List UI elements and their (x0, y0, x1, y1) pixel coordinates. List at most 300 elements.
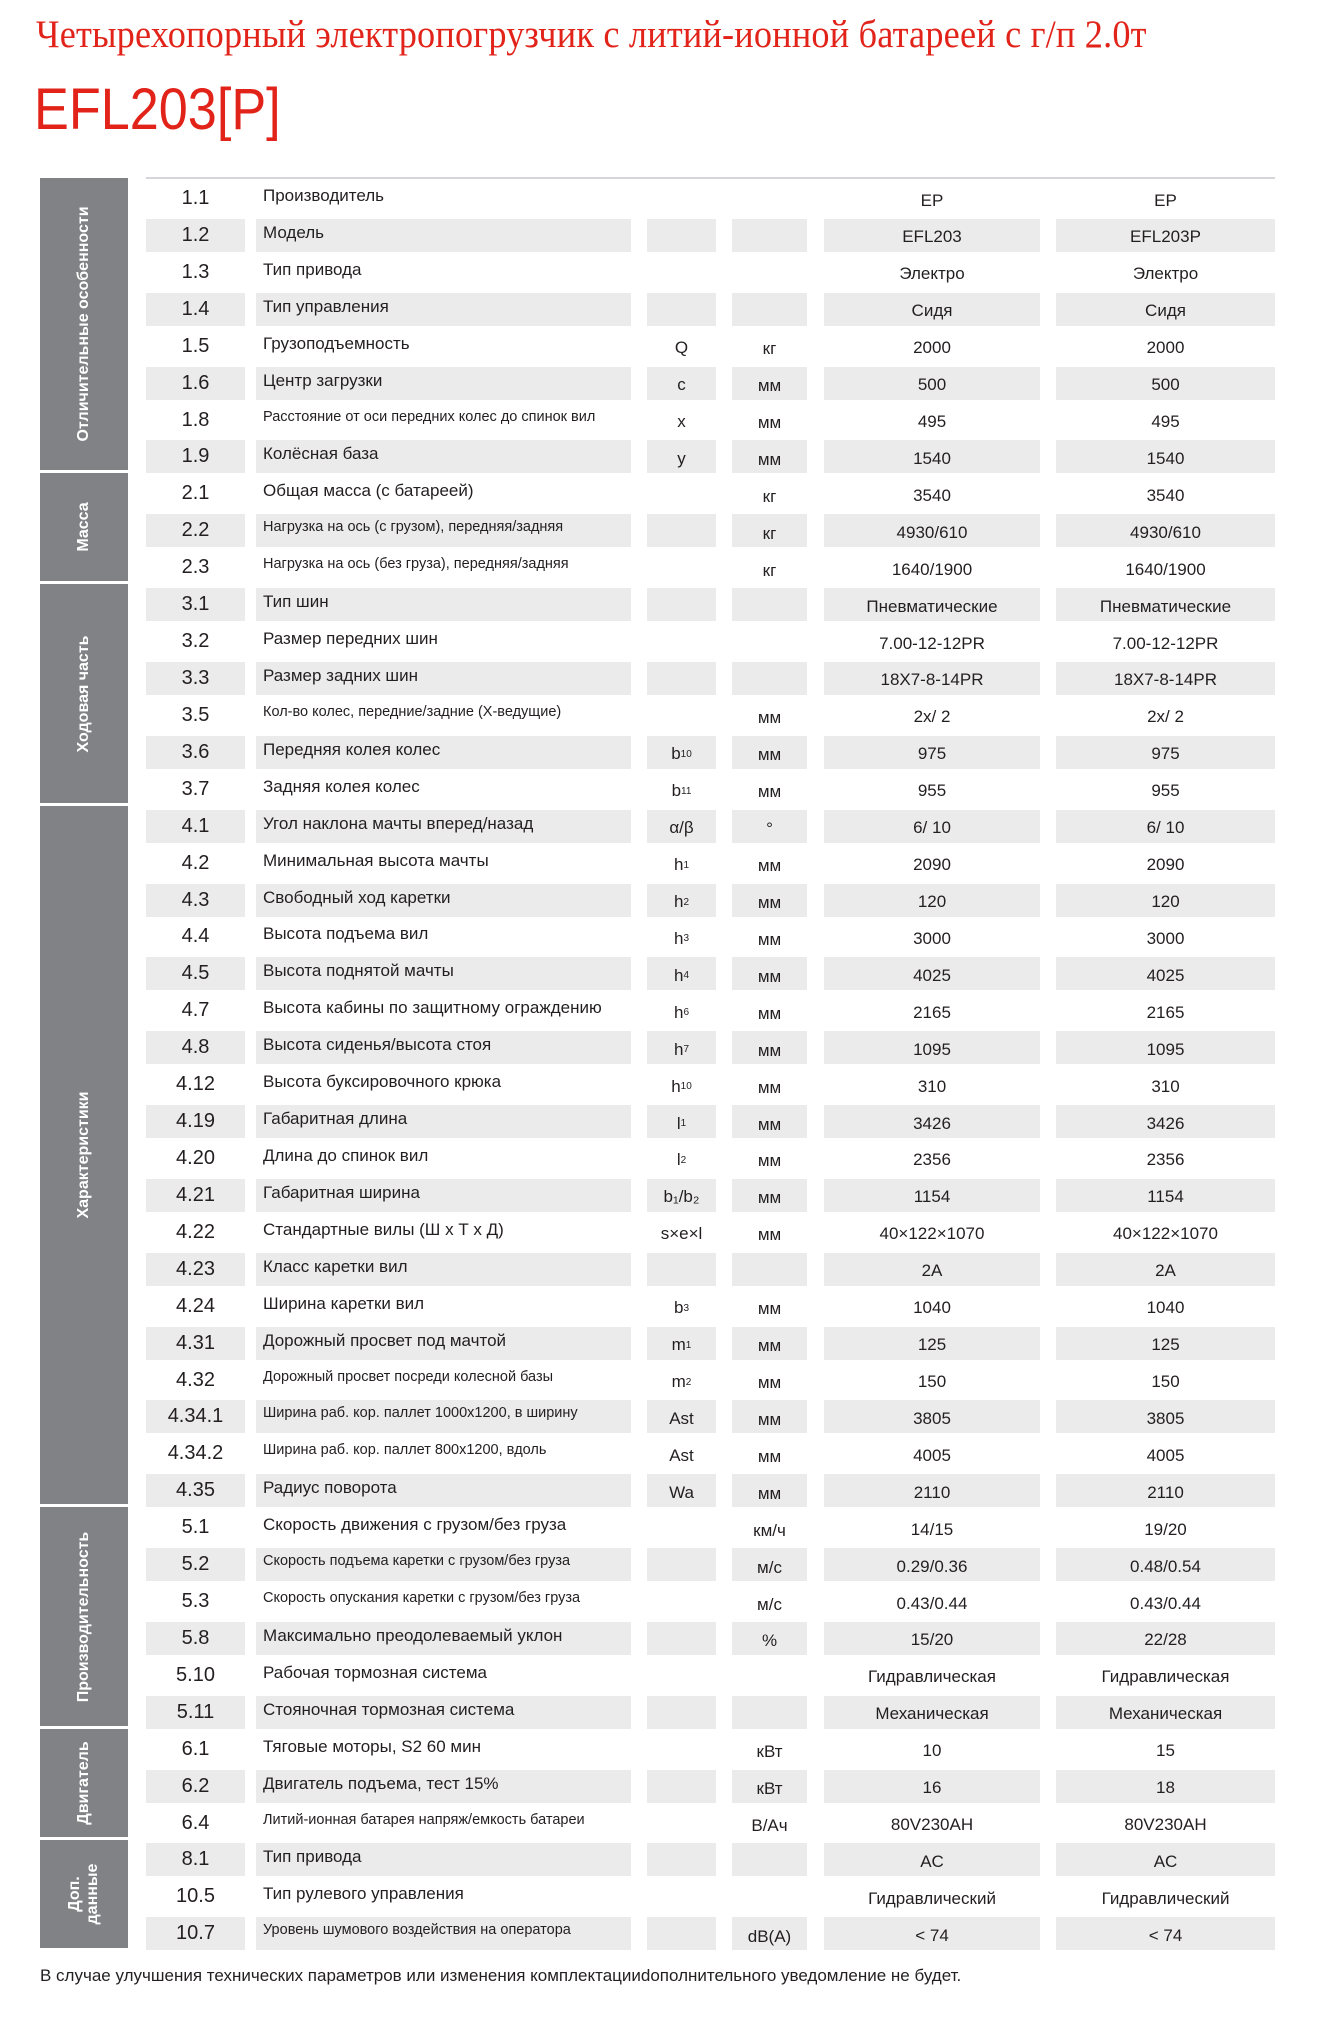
row-description-text: Тип управления (263, 296, 389, 316)
row-description-text: Рабочая тормозная система (263, 1662, 487, 1682)
row-number-text: 4.24 (176, 1294, 215, 1317)
value-efl203p (1056, 588, 1275, 621)
value-efl203 (824, 1216, 1040, 1249)
row-description (256, 219, 631, 252)
row-number (146, 440, 245, 473)
row-number-text: 4.34.2 (167, 1442, 224, 1465)
value-efl203-text: 7.00-12-12PR (879, 633, 985, 653)
value-efl203p (1056, 1327, 1275, 1360)
value-efl203-text: 14/15 (910, 1519, 954, 1539)
row-symbol-text: b (673, 1298, 684, 1318)
value-efl203-text: 975 (917, 744, 947, 764)
value-efl203 (824, 847, 1040, 880)
value-efl203-text: 4005 (913, 1445, 951, 1465)
row-unit (732, 1290, 807, 1323)
row-description-text: Стандартные вилы (Ш x Т x Д) (263, 1219, 504, 1239)
table-row (0, 1546, 1333, 1583)
row-number-text: 3.3 (181, 666, 210, 689)
value-efl203-text: 18X7-8-14PR (880, 670, 984, 690)
row-unit (732, 1622, 807, 1655)
value-efl203-text: 4025 (913, 965, 951, 985)
row-number-text: 4.34.1 (167, 1405, 224, 1428)
row-symbol (647, 1216, 716, 1249)
row-number-text: 3.2 (181, 630, 210, 653)
table-row (0, 512, 1333, 549)
row-symbol (647, 219, 716, 252)
row-number (146, 182, 245, 215)
row-unit-text: мм (757, 1409, 782, 1429)
row-symbol-subscript: 10 (680, 748, 692, 760)
row-symbol-text: h (673, 855, 684, 875)
row-number (146, 256, 245, 289)
row-description-text: Габаритная длина (263, 1109, 408, 1129)
value-efl203 (824, 1622, 1040, 1655)
value-efl203p (1056, 625, 1275, 658)
value-efl203p-text: 1154 (1147, 1187, 1184, 1207)
row-unit-text: кВт (756, 1779, 783, 1799)
value-efl203p-text: 2A (1155, 1261, 1176, 1281)
value-efl203-text: 0.29/0.36 (896, 1556, 968, 1576)
row-description-text: Расстояние от оси передних колес до спинок вил (263, 408, 596, 425)
value-efl203p (1056, 1880, 1275, 1913)
value-efl203 (824, 625, 1040, 658)
value-efl203p (1056, 330, 1275, 363)
row-symbol-text: m (671, 1335, 686, 1355)
value-efl203p-text: 19/20 (1144, 1519, 1187, 1539)
row-symbol-subscript: 2 (685, 1376, 692, 1388)
row-unit (732, 1548, 807, 1581)
table-top-divider (146, 177, 1275, 179)
row-unit-text: мм (757, 449, 782, 469)
row-description-text: Максимально преодолеваемый уклон (263, 1625, 563, 1645)
value-efl203p (1056, 1770, 1275, 1803)
value-efl203-text: 2165 (913, 1002, 951, 1022)
value-efl203 (824, 699, 1040, 732)
row-number-text: 1.6 (181, 371, 210, 394)
row-description (256, 884, 631, 917)
value-efl203-text: 2090 (913, 855, 951, 875)
row-description (256, 1437, 631, 1470)
value-efl203p (1056, 1400, 1275, 1433)
row-symbol-subscript: 1 (680, 1118, 687, 1130)
row-symbol (647, 1364, 716, 1397)
row-description (256, 1511, 631, 1544)
row-number-text: 1.8 (181, 408, 210, 431)
value-efl203p-text: Гидравлический (1101, 1888, 1230, 1908)
value-efl203p (1056, 1437, 1275, 1470)
table-row (0, 1805, 1333, 1842)
row-unit-text: % (761, 1631, 778, 1651)
row-symbol-text: Wa (669, 1482, 694, 1502)
value-efl203p-text: Электро (1132, 264, 1199, 284)
row-description-text: Общая масса (с батареей) (263, 481, 474, 501)
value-efl203p (1056, 404, 1275, 437)
row-number-text: 5.2 (181, 1553, 210, 1576)
value-efl203-text: Электро (899, 264, 965, 284)
value-efl203p (1056, 514, 1275, 547)
table-row (0, 1140, 1333, 1177)
row-symbol (647, 440, 716, 473)
value-efl203p-text: 1095 (1146, 1039, 1185, 1059)
value-efl203p (1056, 1290, 1275, 1323)
value-efl203-text: 3540 (913, 485, 951, 505)
row-symbol-text: Ast (669, 1445, 694, 1465)
row-description-text: Уровень шумового воздействия на оператора (263, 1922, 571, 1939)
value-efl203-text: Пневматические (866, 596, 998, 616)
row-number-text: 2.2 (181, 519, 210, 542)
table-row (0, 365, 1333, 402)
row-number-text: 1.2 (181, 223, 210, 246)
row-unit (732, 514, 807, 547)
row-symbol-subscript: 3 (683, 1302, 690, 1314)
row-description (256, 736, 631, 769)
row-number (146, 699, 245, 732)
row-unit-text: В/Ач (751, 1816, 788, 1836)
row-unit (732, 847, 807, 880)
row-description (256, 1400, 631, 1433)
value-efl203 (824, 1031, 1040, 1064)
row-number-text: 3.7 (181, 777, 210, 800)
row-number-text: 4.7 (181, 999, 210, 1022)
table-row (0, 586, 1333, 623)
value-efl203p (1056, 994, 1275, 1027)
row-description-text: Ширина раб. кор. паллет 800x1200, вдоль (263, 1442, 547, 1459)
row-number (146, 477, 245, 510)
row-description-text: Стояночная тормозная система (263, 1699, 515, 1719)
value-efl203-text: 1640/1900 (891, 559, 973, 579)
value-efl203p-text: 3805 (1146, 1408, 1185, 1428)
row-number (146, 662, 245, 695)
row-unit-text: кг (762, 486, 777, 506)
row-symbol-text: l (676, 1113, 681, 1133)
value-efl203-text: 3426 (913, 1113, 951, 1133)
value-efl203p-text: 125 (1151, 1335, 1180, 1355)
row-symbol (647, 1917, 716, 1950)
row-number-text: 4.19 (176, 1110, 215, 1133)
value-efl203p (1056, 1659, 1275, 1692)
row-number (146, 1253, 245, 1286)
row-number-text: 4.35 (176, 1479, 215, 1502)
row-unit-text: мм (757, 1188, 782, 1208)
row-symbol-text: Ast (669, 1408, 694, 1428)
value-efl203p-text: 0.48/0.54 (1130, 1556, 1201, 1576)
row-symbol (647, 1400, 716, 1433)
row-number-text: 1.1 (181, 187, 210, 209)
value-efl203p (1056, 1696, 1275, 1729)
row-unit-text: мм (757, 413, 782, 433)
value-efl203p (1056, 1105, 1275, 1138)
row-number-text: 4.1 (181, 814, 210, 837)
row-number (146, 514, 245, 547)
table-row (0, 1029, 1333, 1066)
row-unit (732, 920, 807, 953)
row-description (256, 1327, 631, 1360)
value-efl203p-text: 495 (1151, 412, 1180, 432)
row-unit (732, 1437, 807, 1470)
value-efl203p (1056, 219, 1275, 252)
row-unit-text: мм (757, 893, 782, 913)
row-description (256, 1364, 631, 1397)
row-description (256, 1068, 631, 1101)
row-symbol (647, 662, 716, 695)
row-number (146, 1068, 245, 1101)
row-description-text: Тип привода (263, 1847, 362, 1867)
row-symbol (647, 551, 716, 584)
row-description-text: Тип шин (263, 592, 329, 612)
row-description-text: Модель (263, 222, 325, 242)
row-symbol (647, 1770, 716, 1803)
row-number (146, 588, 245, 621)
row-symbol (647, 1105, 716, 1138)
row-symbol (647, 884, 716, 917)
value-efl203 (824, 330, 1040, 363)
value-efl203p-text: 1040 (1146, 1298, 1185, 1318)
value-efl203p (1056, 1511, 1275, 1544)
value-efl203p-text: 18 (1156, 1778, 1175, 1798)
value-efl203p (1056, 1031, 1275, 1064)
row-unit-text: мм (757, 745, 782, 765)
value-efl203-text: 120 (917, 892, 947, 912)
row-unit (732, 1105, 807, 1138)
row-description-text: Литий-ионная батарея напряж/емкость батареи (263, 1811, 585, 1828)
row-description-text: Высота поднятой мачты (263, 961, 454, 981)
row-symbol (647, 1437, 716, 1470)
value-efl203p-text: < 74 (1148, 1925, 1183, 1945)
row-number (146, 1400, 245, 1433)
row-symbol-text: b (671, 744, 681, 764)
value-efl203p (1056, 773, 1275, 806)
row-symbol-text: h (673, 928, 684, 948)
row-description-text: Скорость опускания каретки с грузом/без груза (263, 1590, 581, 1607)
row-description (256, 1659, 631, 1692)
row-number-text: 1.3 (181, 260, 210, 283)
row-number (146, 625, 245, 658)
row-description-text: Ширина каретки вил (263, 1293, 425, 1313)
row-number (146, 1696, 245, 1729)
row-unit (732, 1807, 807, 1840)
value-efl203-text: 150 (917, 1372, 947, 1391)
row-symbol (647, 1880, 716, 1913)
row-description (256, 699, 631, 732)
row-unit (732, 256, 807, 289)
row-symbol-subscript: 1 (685, 1339, 692, 1351)
value-efl203p (1056, 920, 1275, 953)
row-description (256, 1290, 631, 1323)
table-row (0, 1509, 1333, 1546)
table-row (0, 291, 1333, 328)
value-efl203p (1056, 1843, 1275, 1876)
value-efl203 (824, 1917, 1040, 1950)
row-number-text: 6.1 (181, 1737, 210, 1760)
row-description-text: Скорость подъема каретки с грузом/без груза (263, 1553, 571, 1570)
value-efl203 (824, 440, 1040, 473)
value-efl203p-text: 120 (1151, 892, 1180, 912)
row-description-text: Высота подъема вил (263, 924, 429, 944)
value-efl203-text: 15/20 (910, 1630, 954, 1650)
table-row (0, 992, 1333, 1029)
value-efl203p-text: Механическая (1108, 1704, 1223, 1724)
row-unit-text: мм (757, 1003, 782, 1023)
row-symbol-subscript: 2 (680, 1154, 687, 1166)
table-row (0, 1288, 1333, 1325)
table-row (0, 1768, 1333, 1805)
value-efl203p-text: 7.00-12-12PR (1112, 633, 1219, 653)
row-description-text: Дорожный просвет посреди колесной базы (263, 1368, 554, 1385)
row-symbol (647, 1142, 716, 1175)
row-number-text: 4.20 (176, 1146, 215, 1169)
value-efl203 (824, 1843, 1040, 1876)
row-unit (732, 1696, 807, 1729)
row-symbol-text: x (677, 412, 686, 432)
table-row (0, 1214, 1333, 1251)
row-unit (732, 884, 807, 917)
value-efl203p (1056, 1216, 1275, 1249)
value-efl203p-text: 0.43/0.44 (1130, 1593, 1201, 1613)
section-label: Характеристики (75, 1091, 92, 1219)
row-symbol (647, 920, 716, 953)
row-unit-text: мм (757, 782, 782, 802)
row-unit (732, 588, 807, 621)
row-description (256, 994, 631, 1027)
value-efl203-text: Гидравлический (868, 1888, 996, 1908)
row-description-text: Длина до спинок вил (263, 1145, 429, 1165)
row-symbol (647, 994, 716, 1027)
row-symbol-text: l (676, 1150, 681, 1170)
row-number-text: 5.8 (181, 1626, 210, 1649)
row-description (256, 1216, 631, 1249)
row-description (256, 1142, 631, 1175)
row-symbol (647, 1659, 716, 1692)
value-efl203p (1056, 662, 1275, 695)
value-efl203p (1056, 440, 1275, 473)
row-unit (732, 699, 807, 732)
row-symbol (647, 773, 716, 806)
row-description-text: Двигатель подъема, тест 15% (263, 1773, 499, 1793)
row-symbol-text: h (673, 892, 684, 912)
row-description-text: Свободный ход каретки (263, 887, 451, 907)
value-efl203 (824, 957, 1040, 990)
row-number (146, 293, 245, 326)
value-efl203-text: 3000 (913, 928, 951, 948)
row-number-text: 3.1 (181, 593, 210, 616)
value-efl203p (1056, 182, 1275, 215)
row-description-text: Дорожный просвет под мачтой (263, 1330, 507, 1350)
row-number-text: 4.22 (176, 1220, 215, 1243)
value-efl203 (824, 1179, 1040, 1212)
row-unit (732, 440, 807, 473)
footer-note: В случае улучшения технических параметров или изменения комплектацииdополнительного уведомление не будет. (40, 1966, 962, 1985)
row-description (256, 404, 631, 437)
value-efl203-text: 2x/ 2 (913, 707, 951, 727)
spec-table (0, 180, 1333, 1952)
table-row (0, 1472, 1333, 1509)
row-symbol-text: m (671, 1372, 686, 1391)
table-row (0, 1398, 1333, 1435)
row-unit (732, 404, 807, 437)
value-efl203 (824, 1807, 1040, 1840)
value-efl203 (824, 1400, 1040, 1433)
table-row (0, 771, 1333, 808)
row-symbol (647, 810, 716, 843)
row-symbol (647, 588, 716, 621)
table-row (0, 1362, 1333, 1399)
value-efl203p-text: 15 (1156, 1741, 1175, 1761)
row-number (146, 330, 245, 363)
row-description-text: Класс каретки вил (263, 1256, 408, 1276)
table-row (0, 955, 1333, 992)
value-efl203p-text: 150 (1151, 1372, 1180, 1391)
value-efl203 (824, 1585, 1040, 1618)
row-unit-text: кВт (756, 1742, 783, 1762)
row-symbol (647, 699, 716, 732)
row-description-text: Размер передних шин (263, 629, 438, 649)
row-description-text: Габаритная ширина (263, 1182, 420, 1202)
row-description (256, 810, 631, 843)
row-number (146, 884, 245, 917)
row-number-text: 3.5 (181, 703, 210, 726)
value-efl203 (824, 884, 1040, 917)
value-efl203p-text: 955 (1151, 781, 1180, 801)
row-unit-text: м/с (757, 1557, 782, 1577)
value-efl203-text: Механическая (875, 1704, 989, 1724)
row-unit (732, 1880, 807, 1913)
value-efl203 (824, 1105, 1040, 1138)
value-efl203 (824, 293, 1040, 326)
row-number (146, 1474, 245, 1507)
value-efl203p (1056, 367, 1275, 400)
row-symbol-text: b₁/b₂ (663, 1187, 700, 1207)
row-number-text: 4.2 (181, 851, 210, 874)
row-unit-text: мм (757, 1151, 782, 1171)
row-number-text: 2.1 (181, 482, 210, 505)
value-efl203 (824, 736, 1040, 769)
value-efl203 (824, 810, 1040, 843)
value-efl203 (824, 588, 1040, 621)
table-row (0, 845, 1333, 882)
value-efl203p-text: 4930/610 (1130, 522, 1201, 542)
section-label: Ходовая часть (75, 634, 92, 753)
row-number (146, 1807, 245, 1840)
row-number-text: 5.10 (176, 1663, 215, 1686)
value-efl203 (824, 1696, 1040, 1729)
row-description (256, 1253, 631, 1286)
table-row (0, 438, 1333, 475)
row-symbol (647, 256, 716, 289)
table-row (0, 1731, 1333, 1768)
row-symbol (647, 477, 716, 510)
row-description (256, 588, 631, 621)
row-unit (732, 1216, 807, 1249)
row-symbol-subscript: 7 (683, 1044, 690, 1056)
row-symbol (647, 1031, 716, 1064)
row-number-text: 4.12 (176, 1073, 215, 1096)
row-symbol (647, 1585, 716, 1618)
section-label: Масса (75, 502, 92, 552)
row-number-text: 4.4 (181, 925, 210, 948)
row-description (256, 1733, 631, 1766)
row-number (146, 773, 245, 806)
row-number-text: 1.4 (181, 297, 210, 320)
row-number (146, 994, 245, 1027)
value-efl203p (1056, 1179, 1275, 1212)
row-description (256, 1917, 631, 1950)
model-heading: EFL203[P] (34, 77, 281, 142)
row-description (256, 1696, 631, 1729)
row-symbol-subscript: 4 (683, 970, 690, 982)
value-efl203 (824, 1327, 1040, 1360)
row-symbol-text: y (677, 448, 686, 468)
row-symbol-subscript: 6 (683, 1007, 690, 1019)
